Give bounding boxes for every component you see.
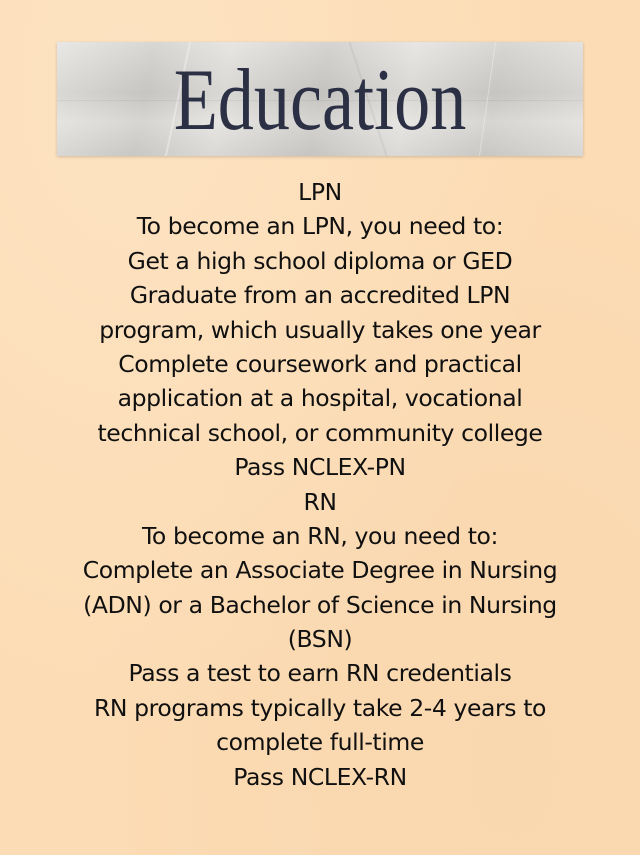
text-line: (ADN) or a Bachelor of Science in Nursing <box>83 590 557 619</box>
text-line: To become an RN, you need to: <box>141 521 499 550</box>
text-line: (BSN) <box>287 625 353 654</box>
text-line: Graduate from an accredited LPN <box>129 281 511 310</box>
section-heading-rn: RN <box>303 487 337 516</box>
text-line: program, which usually takes one year <box>99 315 541 344</box>
page-title: Education <box>173 52 467 149</box>
title-banner <box>57 42 583 156</box>
text-line: To become an LPN, you need to: <box>136 212 504 241</box>
text-line: Complete an Associate Degree in Nursing <box>82 556 558 585</box>
text-line: Pass NCLEX-PN <box>234 453 406 482</box>
text-line: complete full-time <box>216 728 424 757</box>
section-heading-lpn: LPN <box>298 178 342 206</box>
text-line: RN programs typically take 2-4 years to <box>93 693 547 722</box>
education-content <box>0 175 640 794</box>
text-line: Get a high school diploma or GED <box>127 246 513 275</box>
text-line: Complete coursework and practical <box>118 349 522 378</box>
text-line: application at a hospital, vocational <box>117 384 523 413</box>
text-line: Pass a test to earn RN credentials <box>128 659 512 688</box>
text-line: technical school, or community college <box>97 418 543 447</box>
text-line: Pass NCLEX-RN <box>233 762 407 791</box>
